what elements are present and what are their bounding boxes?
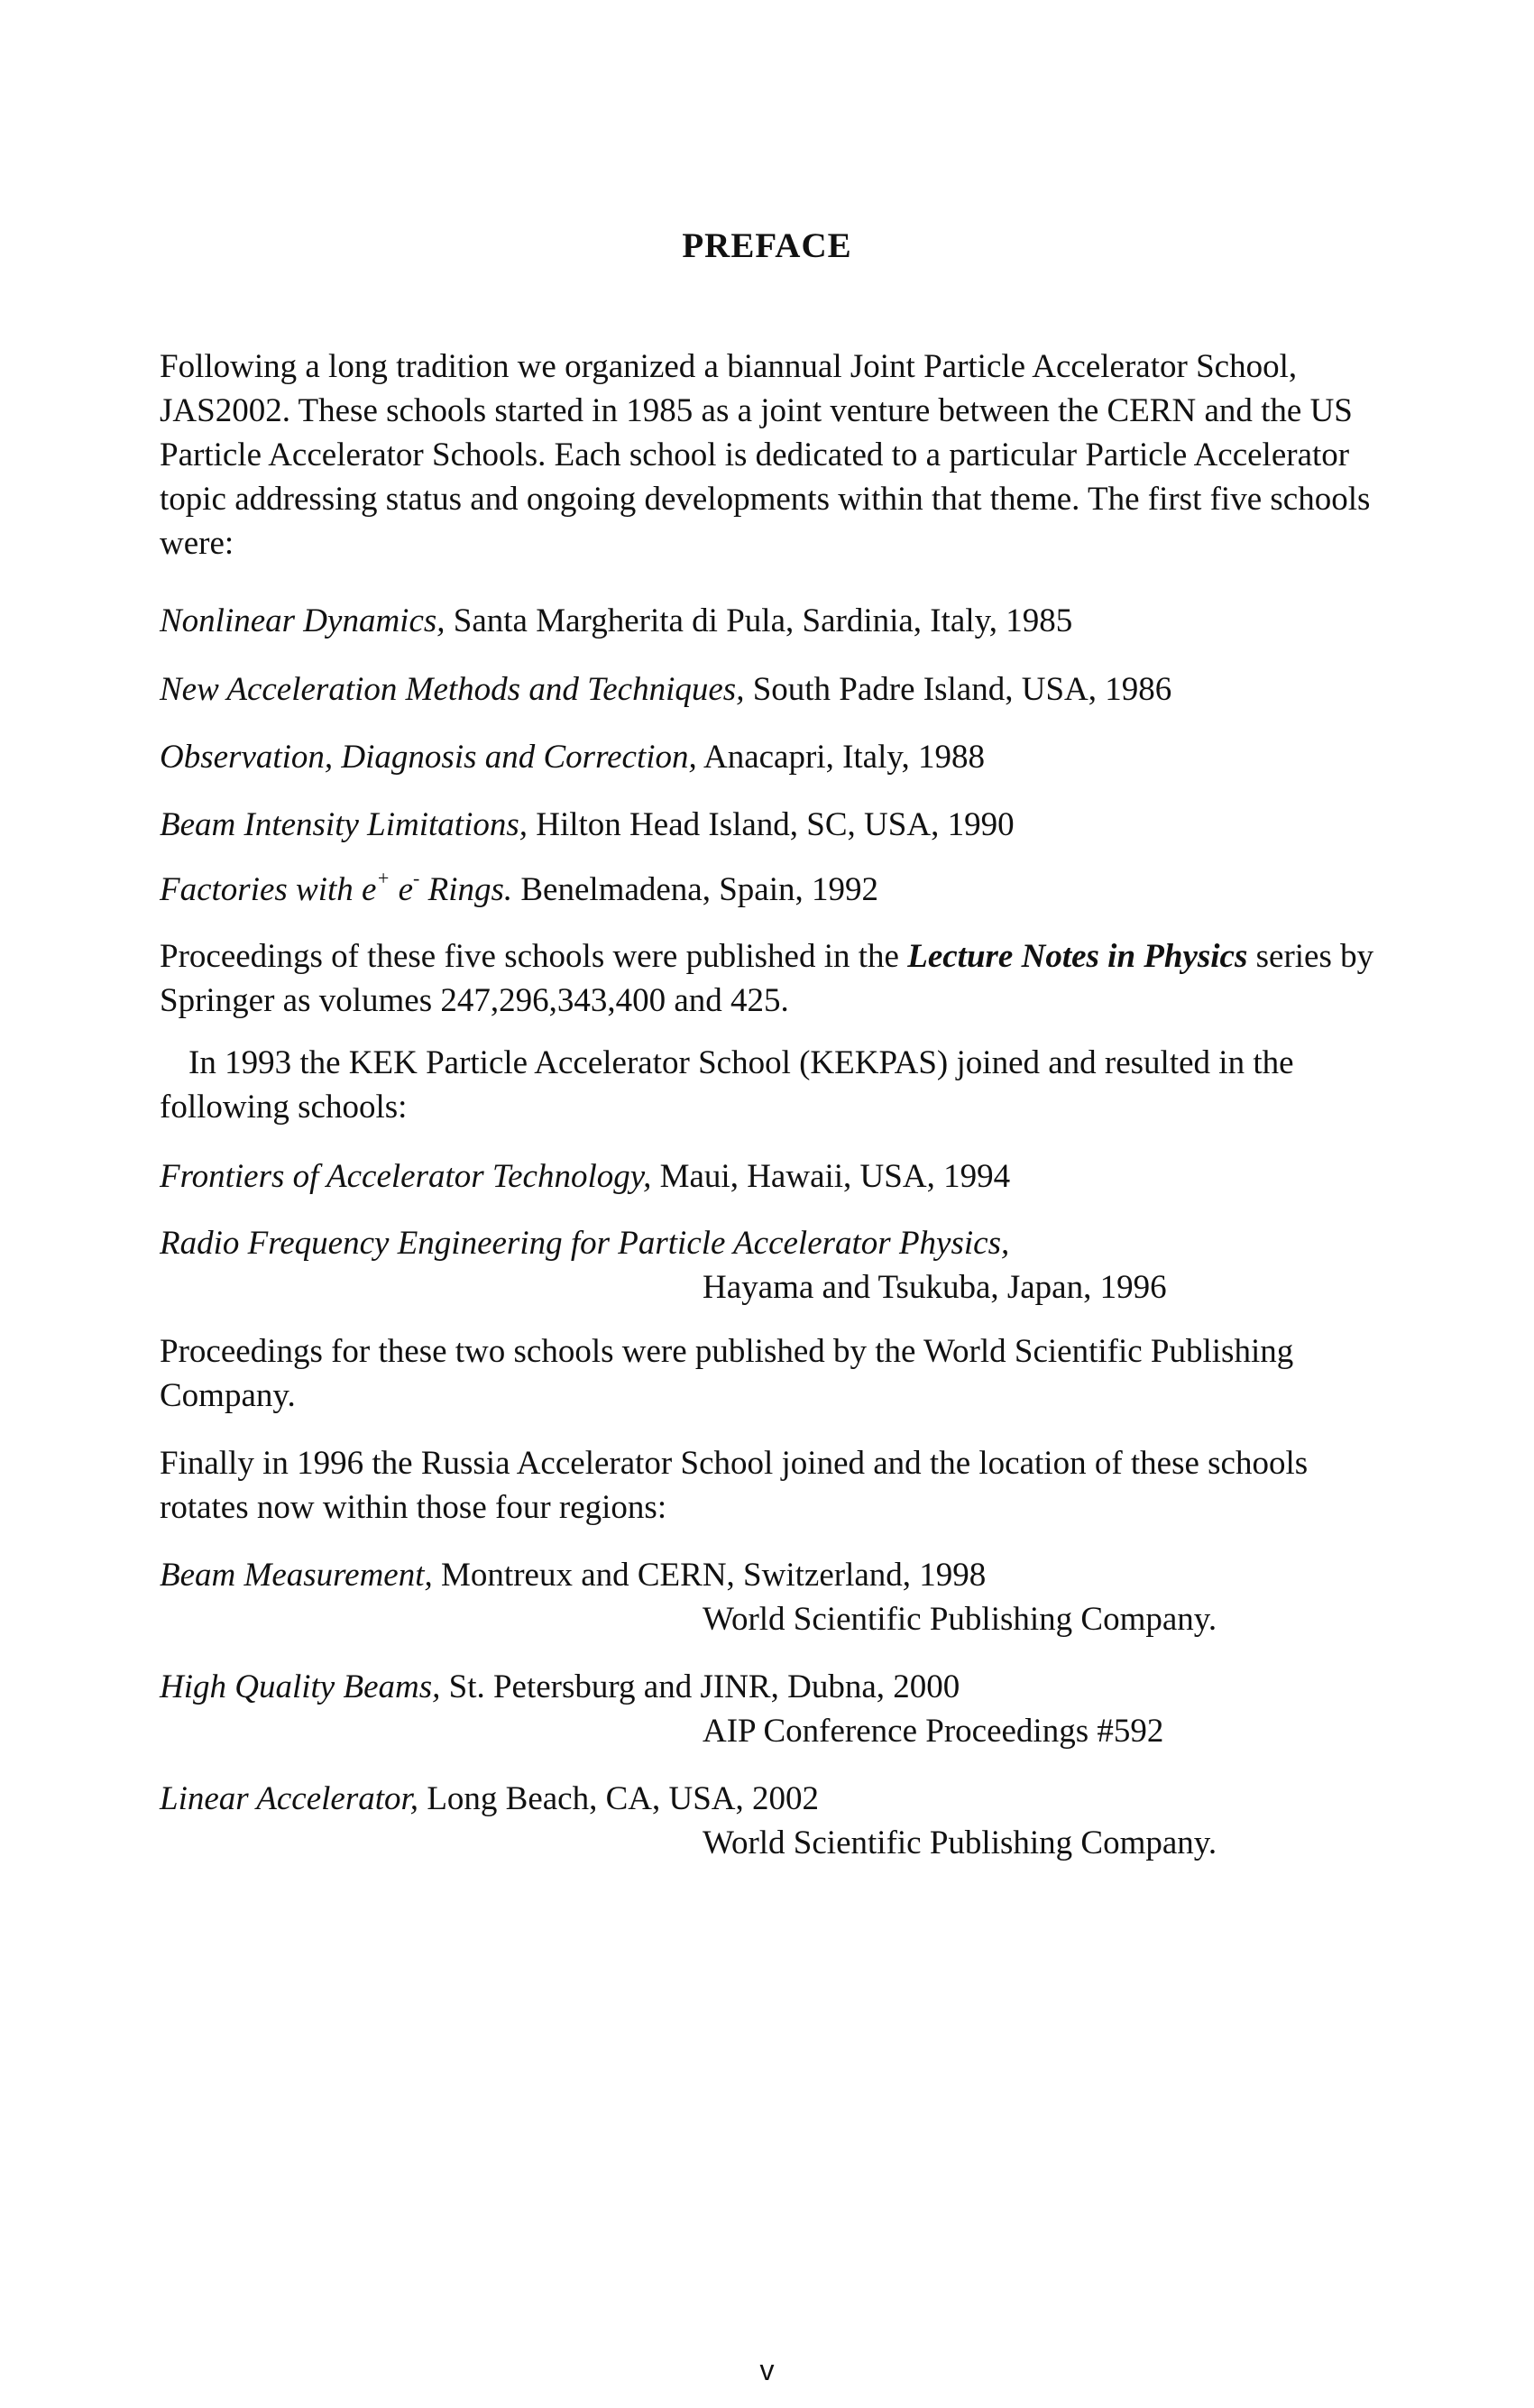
wsp-paragraph: Proceedings for these two schools were published by the World Scientific Publishing Company. — [160, 1333, 1294, 1414]
school-entry — [160, 1665, 1404, 1753]
school-entry-rf — [160, 1221, 1404, 1310]
school-entry-factories — [160, 868, 1404, 912]
publisher: World Scientific Publishing Company. — [703, 1824, 1217, 1861]
school-title: Beam Measurement, — [160, 1557, 433, 1594]
superscript-plus: + — [376, 866, 390, 889]
school-details: Hilton Head Island, SC, USA, 1990 — [528, 806, 1015, 843]
school-entry — [160, 599, 1404, 643]
school-details: Hayama and Tsukuba, Japan, 1996 — [703, 1269, 1167, 1306]
school-title: New Acceleration Methods and Techniques, — [160, 671, 745, 708]
school-details: Montreux and CERN, Switzerland, 1998 — [432, 1557, 987, 1594]
russia-paragraph: Finally in 1996 the Russia Accelerator School joined and the location of these schools rotates now within those four regions: — [160, 1445, 1309, 1526]
school-details: Santa Margherita di Pula, Sardinia, Italy, 1985 — [445, 602, 1073, 639]
school-details: Anacapri, Italy, 1988 — [696, 739, 985, 776]
school-entry — [160, 1154, 1404, 1199]
school-title: Frontiers of Accelerator Technology, — [160, 1158, 652, 1195]
page-number: v — [759, 2354, 775, 2386]
school-title: Beam Intensity Limitations, — [160, 806, 528, 843]
school-details: Maui, Hawaii, USA, 1994 — [651, 1158, 1011, 1195]
school-entry — [160, 735, 1404, 779]
school-title: High Quality Beams, — [160, 1668, 441, 1705]
school-title: Nonlinear Dynamics, — [160, 602, 446, 639]
lnp-paragraph: Proceedings of these five schools were published in the Lecture Notes in Physics series by Springer as volumes 247,296,343,400 and 425. — [160, 938, 1374, 1019]
school-title: Observation, Diagnosis and Correction, — [160, 739, 697, 776]
kek-paragraph: In 1993 the KEK Particle Accelerator School (KEKPAS) joined and resulted in the following schools: — [160, 1044, 1294, 1126]
page-title: PREFACE — [682, 226, 852, 265]
school-entry — [160, 667, 1404, 712]
school-title: Radio Frequency Engineering for Particle Accelerator Physics, — [160, 1225, 1010, 1262]
school-details: Benelmadena, Spain, 1992 — [512, 871, 879, 908]
school-entry — [160, 1553, 1404, 1641]
school-entry — [160, 1777, 1404, 1865]
school-details: Long Beach, CA, USA, 2002 — [418, 1780, 820, 1817]
superscript-minus: - — [413, 866, 420, 889]
publisher: AIP Conference Proceedings #592 — [703, 1713, 1164, 1750]
school-details: St. Petersburg and JINR, Dubna, 2000 — [440, 1668, 960, 1705]
intro-paragraph: Following a long tradition we organized a biannual Joint Particle Accelerator School, JAS2002. These schools started in 1985 as a joint venture between the CERN and the US Particle Accelerator Schools. Each school is dedicated to a particular Particle Accelerator topic addressing status and ongoing developments within that theme. The first five schools were: — [160, 348, 1371, 562]
school-title: Linear Accelerator, — [160, 1780, 419, 1817]
school-entry — [160, 803, 1404, 847]
school-details: South Padre Island, USA, 1986 — [744, 671, 1172, 708]
series-name: Lecture Notes in Physics — [907, 938, 1248, 975]
school-title: Factories with e+ e- Rings. — [160, 866, 513, 908]
publisher: World Scientific Publishing Company. — [703, 1601, 1217, 1638]
